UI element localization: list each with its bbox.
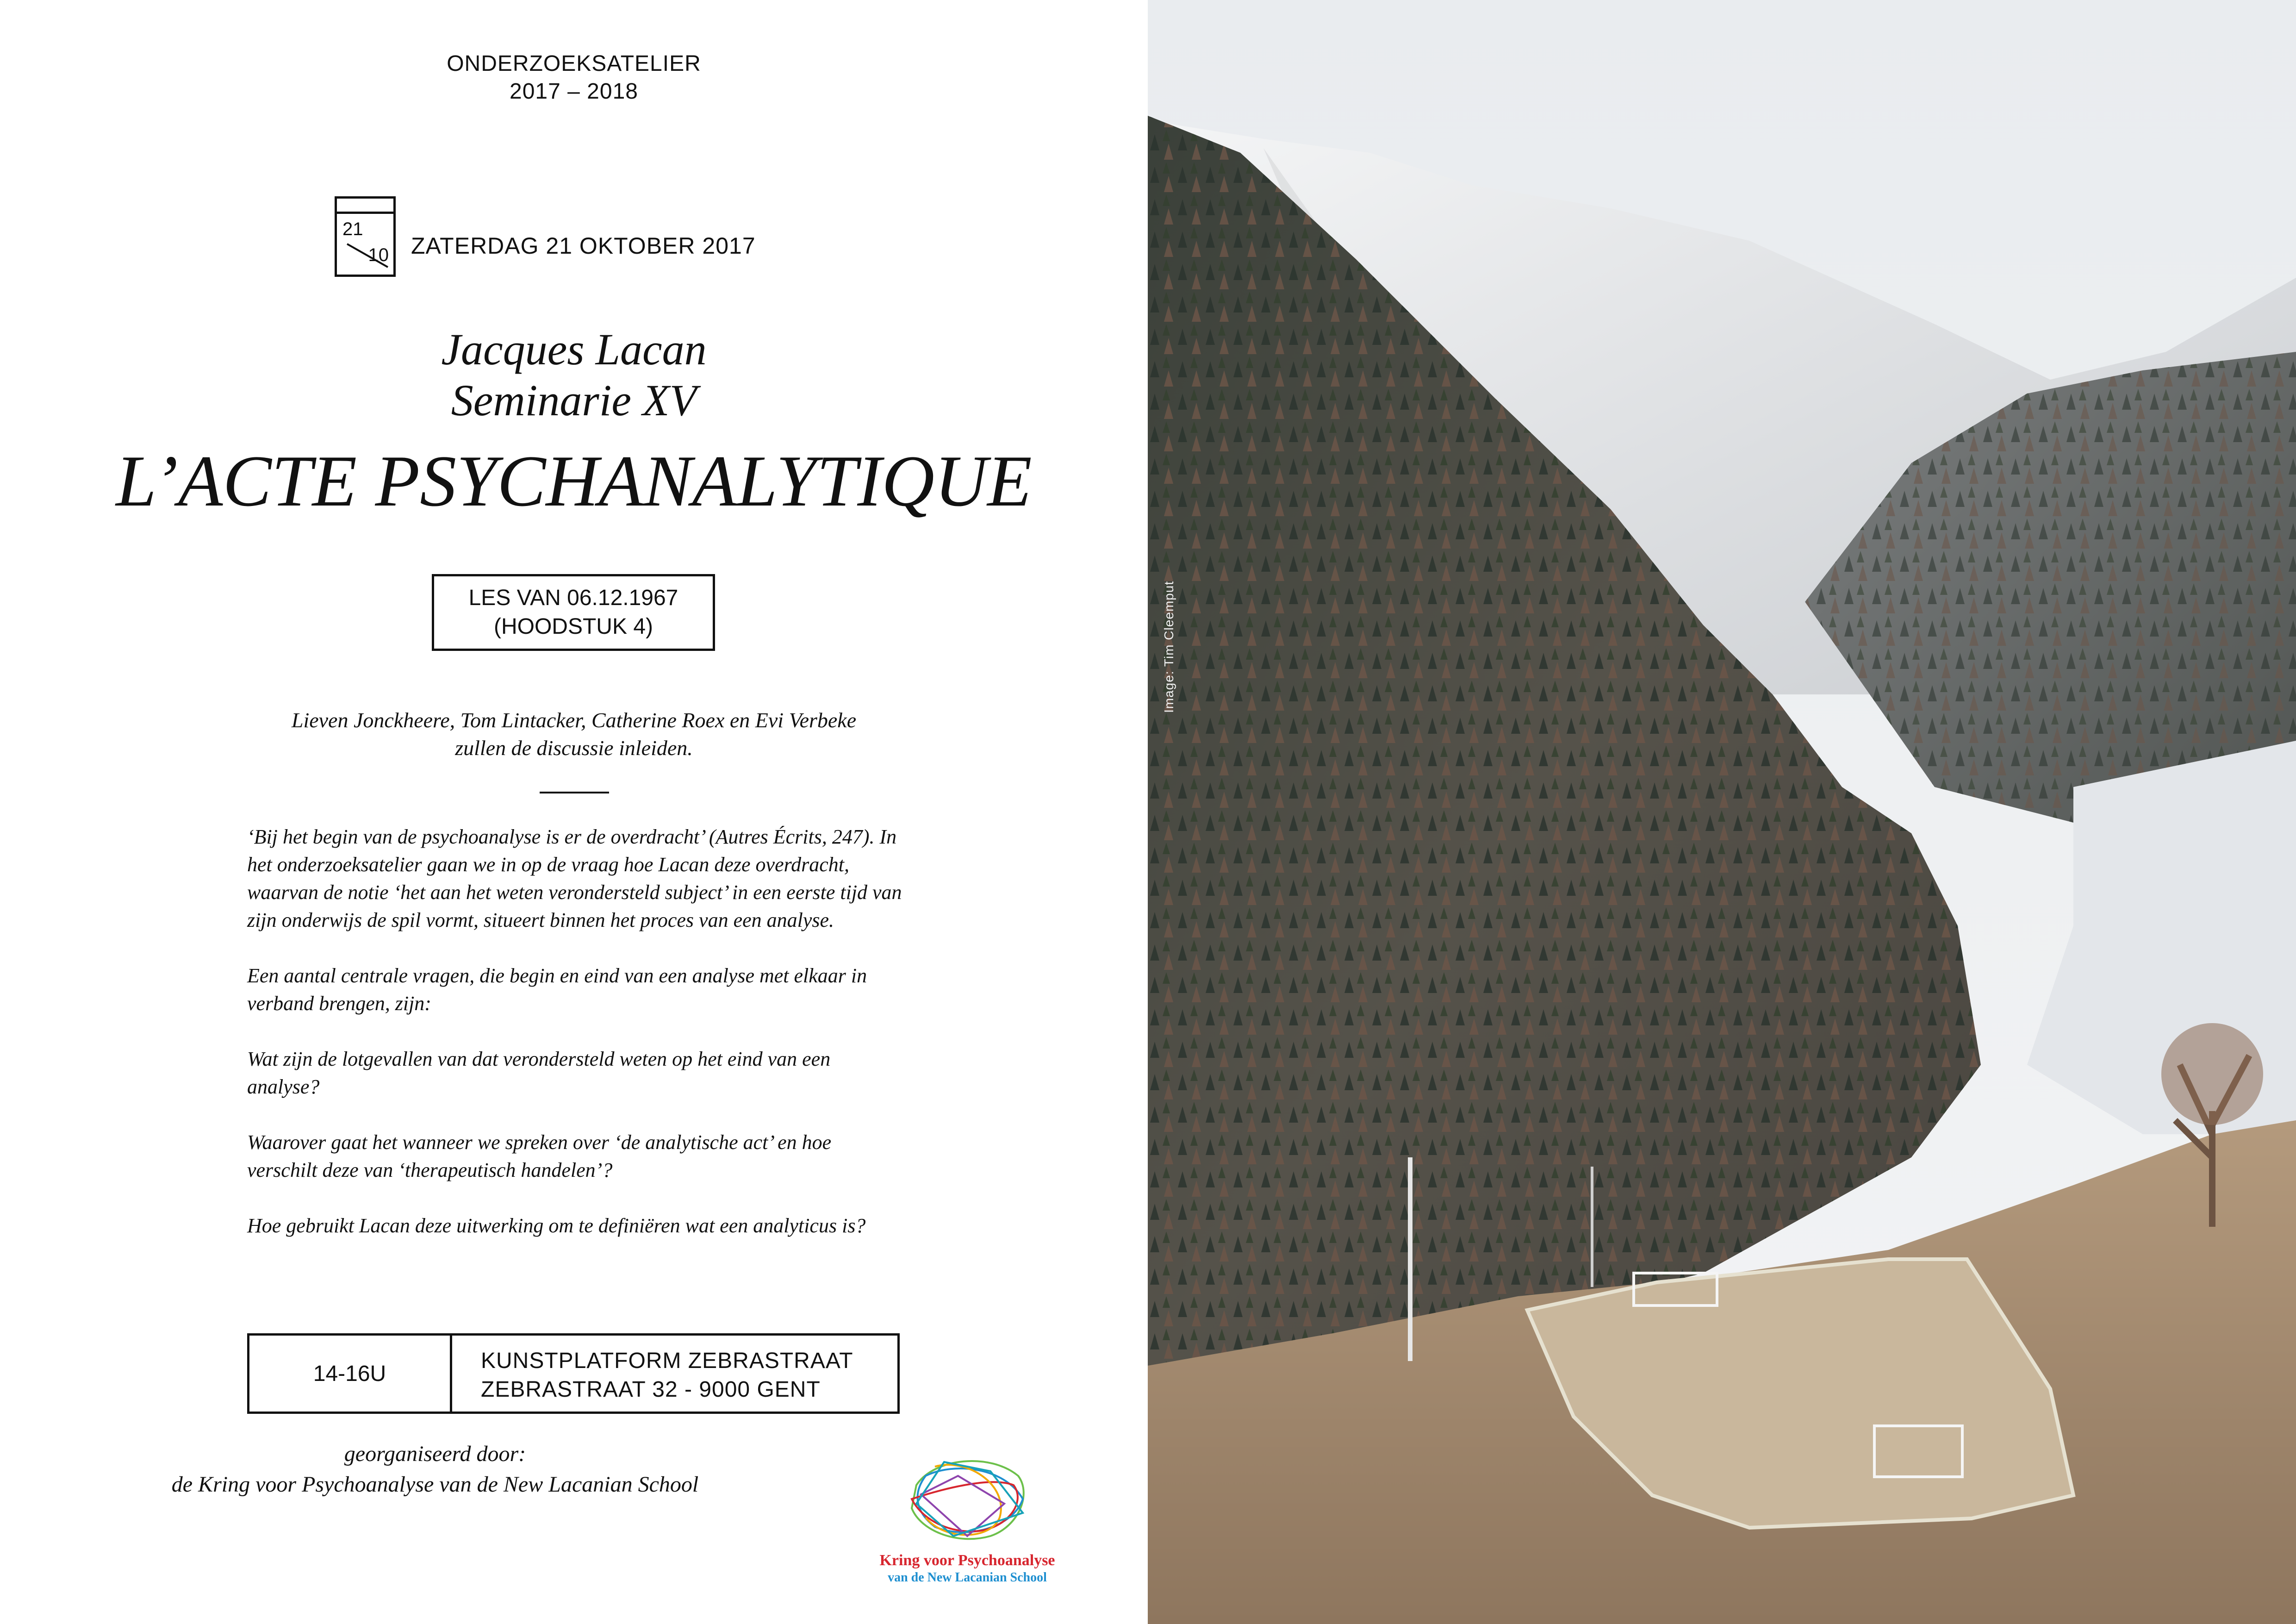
logo-text-line2: van de New Lacanian School (888, 1570, 1047, 1585)
venue-address: ZEBRASTRAAT 32 - 9000 GENT (481, 1377, 821, 1402)
logo-text-line1: Kring voor Psychoanalyse (879, 1552, 1055, 1569)
calendar-icon (335, 196, 396, 277)
organizer-label: georganiseerd door: (344, 1442, 526, 1466)
calendar-day: 21 (342, 219, 363, 239)
body-paragraph-2: Een aantal centrale vragen, die begin en eind van een analyse met elkaar in verband brengen, zijn: (247, 964, 867, 1015)
author-name: Jacques Lacan (441, 325, 707, 374)
header-years: 2017 – 2018 (510, 79, 638, 104)
body-paragraph-4: Waarover gaat het wanneer we spreken over ‘de analytische act’ en hoe verschilt deze van ‘therapeutisch handelen’? (247, 1131, 832, 1181)
organizer (0, 1439, 870, 1500)
speakers-names: Lieven Jonckheere, Tom Lintacker, Catherine Roex en Evi Verbeke (291, 708, 857, 732)
body-paragraph-3: Wat zijn de lotgevallen van dat verondersteld weten op het eind van een analyse? (247, 1048, 831, 1098)
seminar-heading (0, 324, 1148, 426)
venue-name: KUNSTPLATFORM ZEBRASTRAAT (481, 1349, 853, 1373)
divider (540, 792, 609, 793)
mountain-photo (1148, 0, 2296, 1624)
lesson-date: LES VAN 06.12.1967 (468, 586, 678, 610)
speakers-note: zullen de discussie inleiden. (455, 736, 693, 760)
calendar-month: 10 (368, 245, 389, 265)
lesson-box (432, 574, 715, 651)
seminar-number: Seminarie XV (451, 375, 697, 425)
speakers (0, 706, 1148, 762)
event-date: ZATERDAG 21 OKTOBER 2017 (411, 233, 756, 259)
body-text (247, 823, 904, 1268)
body-paragraph-5: Hoe gebruikt Lacan deze uitwerking om te definiëren wat een analyticus is? (247, 1214, 866, 1237)
header-atelier: ONDERZOEKSATELIER (447, 51, 701, 76)
info-table (247, 1333, 900, 1414)
header (0, 50, 1148, 106)
kring-logo-icon (898, 1448, 1037, 1550)
photo-credit: Image: Tim Cleemput (1162, 581, 1176, 713)
lesson-chapter: (HOODSTUK 4) (493, 614, 653, 639)
main-title: L’ACTE PSYCHANALYTIQUE (116, 441, 1032, 522)
organizer-name: de Kring voor Psychoanalyse van de New Lacanian School (171, 1472, 699, 1497)
event-location (481, 1347, 853, 1404)
event-time: 14-16U (249, 1336, 452, 1412)
body-paragraph-1: ‘Bij het begin van de psychoanalyse is er de overdracht’ (Autres Écrits, 247). In het onderzoeksatelier gaan we in op de vraag hoe Lacan deze overdracht, waarvan de notie ‘het aan het weten verondersteld subject’ in een eerste tijd van zijn onderwijs de spil vormt, situeert binnen het proces van een analyse. (247, 825, 902, 931)
